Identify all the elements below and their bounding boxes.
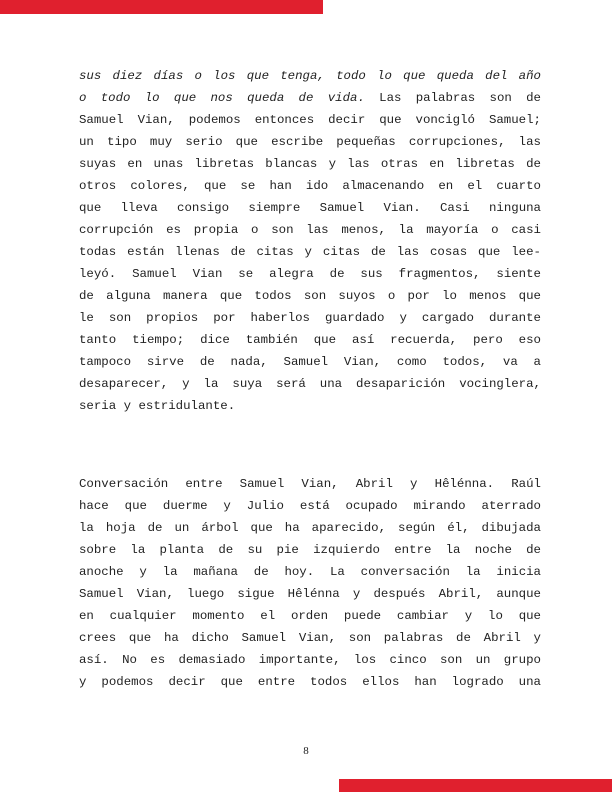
- text-line: leyó. Samuel Vian se alegra de sus fragmentos, siente: [79, 267, 541, 281]
- text-line: todas están llenas de citas y citas de las cosas que lee-: [79, 245, 541, 259]
- text-line: Conversación entre Samuel Vian, Abril y Hêlénna. Raúl: [79, 477, 541, 491]
- text-line: tampoco sirve de nada, Samuel Vian, como todos, va a: [79, 355, 541, 369]
- text-line: seria y estridulante.: [79, 399, 236, 413]
- text-line: crees que ha dicho Samuel Vian, son palabras de Abril y: [79, 631, 541, 645]
- text-line: un tipo muy serio que escribe pequeñas corrupciones, las: [79, 135, 541, 149]
- text-line: corrupción es propia o son las menos, la mayoría o casi: [79, 223, 541, 237]
- text-line: Samuel Vian, luego sigue Hêlénna y después Abril, aunque: [79, 587, 541, 601]
- text-line: y podemos decir que entre todos ellos han logrado una: [79, 675, 541, 689]
- text-line: anoche y la mañana de hoy. La conversación la inicia: [79, 565, 541, 579]
- text-line: Samuel Vian, podemos entonces decir que voncigló Samuel;: [79, 113, 541, 127]
- text-line: sus diez días o los que tenga, todo lo que queda del año: [79, 69, 541, 83]
- text-line: sobre la planta de su pie izquierdo entre la noche de: [79, 543, 541, 557]
- bottom-accent-bar: [339, 779, 612, 792]
- paragraph-2: [79, 473, 541, 693]
- text-line: desaparecer, y la suya será una desaparición vocinglera,: [79, 377, 541, 391]
- text-line: la hoja de un árbol que ha aparecido, según él, dibujada: [79, 521, 541, 535]
- text-line: hace que duerme y Julio está ocupado mirando aterrado: [79, 499, 541, 513]
- text-line: otros colores, que se han ido almacenando en el cuarto: [79, 179, 541, 193]
- paragraph-1: [79, 65, 541, 417]
- text-line: tanto tiempo; dice también que así recuerda, pero eso: [79, 333, 541, 347]
- text-line: [79, 87, 541, 109]
- text-line: le son propios por haberlos guardado y cargado durante: [79, 311, 541, 325]
- italic-text: o todo lo que nos queda de vida.: [79, 91, 365, 105]
- page-number: 8: [303, 745, 309, 757]
- text-line: así. No es demasiado importante, los cinco son un grupo: [79, 653, 541, 667]
- top-accent-bar: [0, 0, 323, 14]
- text-line: suyas en unas libretas blancas y las otras en libretas de: [79, 157, 541, 171]
- text-span: Las palabras son de: [364, 91, 541, 105]
- text-line: de alguna manera que todos son suyos o por lo menos que: [79, 289, 541, 303]
- text-line: en cualquier momento el orden puede cambiar y lo que: [79, 609, 541, 623]
- text-line: que lleva consigo siempre Samuel Vian. Casi ninguna: [79, 201, 541, 215]
